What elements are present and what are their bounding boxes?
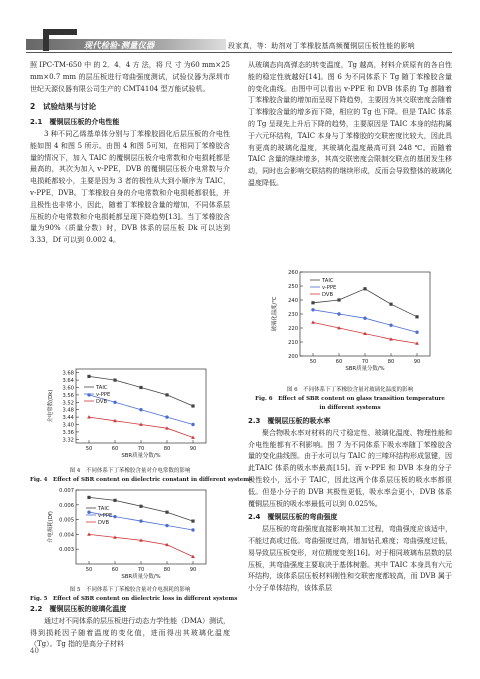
- y-tick-label: 3.56: [62, 392, 74, 399]
- figure-5-caption-en: Fig. 5 Effect of SBR content on dielectric loss in different systems: [30, 596, 238, 602]
- y-tick-label: 0.004: [59, 532, 74, 539]
- right-column-top: [248, 60, 452, 190]
- data-point: [87, 375, 90, 378]
- journal-logo: [43, 29, 77, 51]
- legend-entry: DVB: [322, 292, 334, 298]
- section-2-4-heading: 2.4 覆铜层压板的弯曲强度: [248, 513, 338, 522]
- section-2-heading: 2 试验结果与讨论: [30, 102, 97, 112]
- legend-entry: TAIC: [98, 506, 110, 512]
- section-2-2-heading: 2.2 覆铜层压板的玻璃化温度: [30, 605, 127, 613]
- y-tick-label: 200: [288, 354, 298, 360]
- y-tick-label: 220: [288, 326, 298, 332]
- legend-entry: v-PPE: [98, 513, 113, 519]
- data-point: [415, 315, 418, 318]
- y-tick-label: 3.48: [62, 407, 74, 414]
- y-tick-label: 3.40: [62, 422, 74, 429]
- data-point: [337, 312, 340, 315]
- y-tick-label: 3.64: [62, 378, 74, 385]
- data-point: [363, 317, 366, 320]
- y-tick-label: 240: [288, 298, 298, 304]
- section-2-2-paragraph: 通过对不同体系的层压板进行动态力学性能（DMA）测试，得到损耗因子随着温度的变化值，进而得出其玻璃化温度（Tg）。Tg 指的是高分子材料: [30, 616, 230, 649]
- data-point: [389, 303, 392, 306]
- y-tick-label: 3.60: [62, 385, 74, 392]
- legend-entry: v-PPE: [96, 392, 111, 398]
- section-2-1-heading: 2.1 覆铜层压板的介电性能: [30, 118, 120, 127]
- y-tick-label: 0.005: [59, 517, 74, 524]
- x-tick-label: 50: [309, 359, 317, 365]
- figure-5-caption-cn: 图 5 不同体系下丁苯橡胶含量对介电损耗的影响: [69, 587, 191, 593]
- x-tick-label: 80: [163, 567, 171, 573]
- data-point: [415, 331, 418, 334]
- plot-frame: [76, 490, 206, 564]
- y-tick-label: 3.32: [62, 437, 74, 444]
- data-point: [165, 415, 168, 418]
- legend-entry: v-PPE: [322, 285, 337, 291]
- data-point: [311, 301, 314, 304]
- y-tick-label: 3.52: [62, 400, 74, 407]
- x-axis-label: SBR质量分数/%: [121, 453, 161, 459]
- x-tick-label: 80: [387, 359, 395, 365]
- x-tick-label: 90: [189, 446, 197, 452]
- y-tick-label: 0.007: [59, 488, 74, 494]
- data-point: [191, 519, 194, 522]
- x-tick-label: 60: [335, 359, 343, 365]
- figure-6-caption-cn: 图 6 不同体系下丁苯橡胶含量对玻璃化温度的影响: [286, 387, 414, 393]
- data-point: [165, 511, 168, 514]
- legend-entry: TAIC: [96, 385, 108, 391]
- y-axis-label: 介电常数(Dk): [48, 389, 54, 423]
- y-tick-label: 250: [288, 284, 298, 290]
- y-tick-label: 210: [288, 340, 298, 346]
- y-tick-label: 3.44: [62, 415, 74, 422]
- continued-paragraph: 从玻璃态向高弹态的转变温度，Tg 越高，材料介质原有的各自性能的稳定性就越好[14]。图 6 为不同体系下 Tg 随丁苯橡胶含量的变化曲线。由图中可以看出 v-PPE 和 DVB 体系的 Tg 都随着丁苯橡胶含量的增加而呈现下降趋势，主要因为其交联密度会随着丁苯橡胶含量的增多而下降，相应的 Tg 也下降。但是 TAIC 体系的 Tg 呈现先上升后下降的趋势，主要原因是 TAIC 本身的结构属于六元环结构，TAIC 本身与丁苯橡胶的交联密度比较大，因此具有更高的玻璃化温度，其玻璃化温度最高可到 248 ℃。而随着 TAIC 含量的继续增多，其高交联密度会限制交联点的基团发生移动，同时也会影响交联结构的继续形成，反而会导致整体的玻璃化温度降低。: [248, 61, 452, 187]
- data-point: [311, 320, 315, 323]
- section-2-3-paragraph: 聚合物吸水率对材料的尺寸稳定性、玻璃化温度、物理性能和介电性能都有不利影响。图 7 为不同体系下吸水率随丁苯橡胶含量的变化曲线图。由于水可以与 TAIC 的三嗪环结构形成氢键，因此TAIC 体系的吸水率最高[15]。而 v-PPE 和 DVB 本身的分子极性较小，远小于 TAIC，因此这两个体系层压板的吸水率都很低。但是小分子的 DVB 其极性更低，吸水率会更小，DVB 体系覆铜层压板的吸水率最低可以到 0.025%。: [248, 428, 452, 508]
- series-line-v-PPE: [313, 310, 417, 332]
- figure-4-chart: [38, 365, 218, 465]
- section-2-3-heading: 2.3 覆铜层压板的吸水率: [248, 417, 331, 425]
- plot-frame: [76, 369, 206, 443]
- page-number: 40: [30, 647, 39, 655]
- y-tick-label: 3.36: [62, 429, 74, 436]
- figure-6-caption-en1: Fig. 6 Effect of SBR content on glass transition temperature: [255, 396, 445, 402]
- section-2-4-paragraph: 层压板的弯曲强度直接影响其加工过程，弯曲强度应该适中，不能过高或过低。弯曲强度过高，增加钻孔难度；弯曲强度过低，易导致层压板变形，对位精度变差[16]。对于相同玻璃布层数的层压板，其弯曲强度主要取决于基体树脂。其中 TAIC 本身具有六元环结构，该体系层压板材料刚性和交联密度都较高，而 DVB 属于小分子单体结构，该体系层: [248, 525, 452, 593]
- data-point: [87, 511, 90, 514]
- data-point: [87, 496, 90, 499]
- figure-4-caption-cn: 图 4 不同体系下丁苯橡胶含量对介电常数的影响: [69, 468, 191, 474]
- data-point: [191, 423, 194, 426]
- figure-6-chart: [262, 268, 442, 378]
- data-point: [87, 532, 91, 535]
- y-axis-label: 玻璃化温度/℃: [272, 296, 278, 332]
- left-column-bottom: [30, 602, 230, 651]
- x-tick-label: 90: [413, 359, 421, 365]
- intro-paragraph: 照 IPC-TM-650 中 的 2．4．4 方 法，将 尺 寸 为60 mm×25 mm×0.7 mm 的层压板进行弯曲强度测试，试验仪器为深圳市世纪天源仪器有限公司生产的 CMT4104 型万能试验机。: [30, 61, 230, 93]
- running-title: 段家真，等：助剂对丁苯橡胶基高频覆铜层压板性能的影响: [228, 42, 415, 50]
- data-point: [139, 505, 142, 508]
- x-tick-label: 80: [163, 446, 171, 452]
- right-column-bottom: [248, 414, 452, 595]
- data-point: [139, 519, 142, 522]
- legend-entry: DVB: [96, 399, 108, 405]
- x-tick-label: 60: [111, 567, 119, 573]
- journal-name: 现代检验·测量仪器: [84, 40, 155, 50]
- series-line-DVB: [89, 534, 193, 556]
- data-point: [139, 408, 142, 411]
- data-point: [311, 308, 314, 311]
- data-point: [139, 386, 142, 389]
- y-tick-label: 0.003: [59, 547, 74, 554]
- x-axis-label: SBR质量分数/%: [121, 574, 161, 580]
- x-tick-label: 70: [137, 446, 145, 452]
- x-tick-label: 50: [85, 446, 93, 452]
- x-axis-label: SBR质量分数/%: [345, 366, 385, 372]
- figure-6-caption: [248, 386, 452, 413]
- x-tick-label: 50: [85, 567, 93, 573]
- legend-entry: DVB: [98, 520, 110, 526]
- data-point: [389, 324, 392, 327]
- figure-5-chart: [38, 486, 218, 586]
- legend-entry: TAIC: [322, 278, 334, 284]
- section-2-1-paragraph: 3 种不同乙烯基单体分别与丁苯橡胶固化后层压板的介电性能如图 4 和图 5 所示。由图 4 和图 5可知，在相同丁苯橡胶含量的情况下，加入 TAIC 的覆铜层压板介电常数和介电损耗都是最高的，其次为加入 v-PPE，DVB 的覆铜层压板介电常数与介电损耗都较小，主要是因为 3 者的极性从大到小顺序为 TAIC，v-PPE，DVB。丁苯橡胶自身的介电常数和介电损耗都很低，并且极性也非常小，因此，随着丁苯橡胶含量的增加，不同体系层压板的介电常数和介电损耗都呈现下降趋势[13]。当丁苯橡胶含量为90%（质量分数）时，DVB 体系的层压板 Dk 可以达到 3.33，Df 可以到 0.002 4。: [30, 129, 230, 245]
- data-point: [191, 528, 194, 531]
- x-tick-label: 90: [189, 567, 197, 573]
- y-axis-label: 介电损耗(Df): [48, 511, 54, 543]
- y-tick-label: 230: [288, 312, 298, 318]
- data-point: [165, 524, 168, 527]
- data-point: [191, 404, 194, 407]
- figure-4-caption-en: Fig. 4 Effect of SBR content on dielectric constant in different systems: [30, 477, 253, 483]
- data-point: [113, 515, 116, 518]
- y-tick-label: 3.68: [62, 370, 74, 377]
- data-point: [113, 379, 116, 382]
- header-rule: [26, 52, 452, 53]
- data-point: [87, 415, 91, 418]
- figure-6-caption-en2: in different systems: [319, 405, 381, 411]
- x-tick-label: 70: [137, 567, 145, 573]
- data-point: [113, 401, 116, 404]
- data-point: [363, 287, 366, 290]
- figure-4-caption: [30, 467, 253, 485]
- y-tick-label: 260: [288, 270, 298, 276]
- x-tick-label: 60: [111, 446, 119, 452]
- data-point: [113, 499, 116, 502]
- left-column-top: [30, 60, 230, 247]
- y-tick-label: 0.006: [59, 502, 74, 509]
- data-point: [337, 298, 340, 301]
- x-tick-label: 70: [361, 359, 369, 365]
- data-point: [165, 393, 168, 396]
